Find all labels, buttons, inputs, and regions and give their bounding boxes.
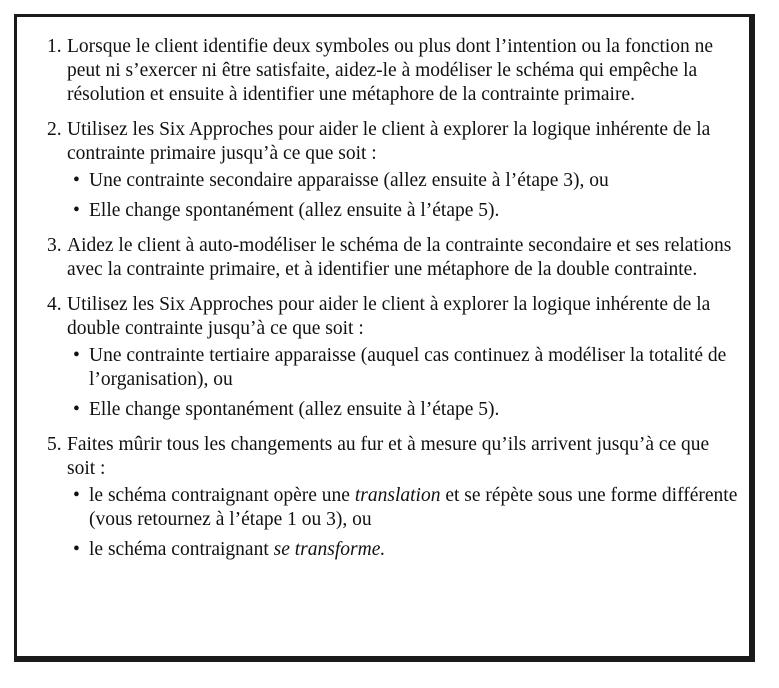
bullet-text-italic: translation	[354, 485, 441, 506]
bullet-item	[67, 169, 739, 193]
bullet-glyph: •	[73, 170, 80, 191]
bullet-text: Une contrainte secondaire apparaisse (allez ensuite à l’étape 3), ou	[89, 170, 609, 191]
step-text: Aidez le client à auto-modéliser le schéma de la contrainte secondaire et ses relations avec la contrainte primaire, et à identifier une métaphore de la double contrainte.	[67, 235, 732, 280]
bullet-item	[67, 398, 739, 422]
bullet-text: Elle change spontanément (allez ensuite à l’étape 5).	[89, 200, 500, 221]
bullet-item	[67, 538, 739, 562]
step-3	[39, 234, 739, 282]
bullet-text-part: et se répète sous une forme différente (vous retournez à l’étape 1 ou 3), ou	[89, 485, 738, 530]
bullet-glyph: •	[73, 485, 80, 506]
bullet-item	[67, 484, 739, 532]
step-4	[39, 293, 739, 422]
step-number: 5.	[47, 434, 62, 455]
bullet-item	[67, 344, 739, 392]
bullet-list	[67, 169, 739, 223]
bullet-glyph: •	[73, 200, 80, 221]
step-text: Utilisez les Six Approches pour aider le client à explorer la logique inhérente de la contrainte primaire jusqu’à ce que soit :	[67, 119, 711, 164]
bullet-text-part: le schéma contraignant opère une	[89, 485, 355, 506]
bullet-text-part: le schéma contraignant	[89, 539, 274, 560]
step-number: 1.	[47, 36, 62, 57]
bullet-item	[67, 199, 739, 223]
bullet-text	[89, 485, 737, 530]
bullet-list	[67, 484, 739, 562]
bullet-glyph: •	[73, 345, 80, 366]
step-number: 2.	[47, 119, 62, 140]
step-text: Utilisez les Six Approches pour aider le client à explorer la logique inhérente de la double contrainte jusqu’à ce que soit :	[67, 294, 711, 339]
bullet-glyph: •	[73, 539, 80, 560]
bullet-text-italic: se transforme.	[273, 539, 386, 560]
step-text: Lorsque le client identifie deux symboles ou plus dont l’intention ou la fonction ne peut ni s’exercer ni être satisfaite, aidez-le à modéliser le schéma qui empêche la résolution et ensuite à identifier une métaphore de la contrainte primaire.	[67, 36, 714, 105]
document-frame	[14, 14, 755, 662]
step-number: 4.	[47, 294, 62, 315]
step-1	[39, 35, 739, 107]
bullet-text: Une contrainte tertiaire apparaisse (auquel cas continuez à modéliser la totalité de l’organisation), ou	[89, 345, 727, 390]
bullet-text: Elle change spontanément (allez ensuite à l’étape 5).	[89, 399, 500, 420]
bullet-text	[89, 539, 385, 560]
step-2	[39, 118, 739, 223]
bullet-list	[67, 344, 739, 422]
steps-list	[39, 35, 739, 573]
bullet-glyph: •	[73, 399, 80, 420]
step-5	[39, 433, 739, 562]
step-number: 3.	[47, 235, 62, 256]
step-text: Faites mûrir tous les changements au fur et à mesure qu’ils arrivent jusqu’à ce que soit :	[67, 434, 710, 479]
